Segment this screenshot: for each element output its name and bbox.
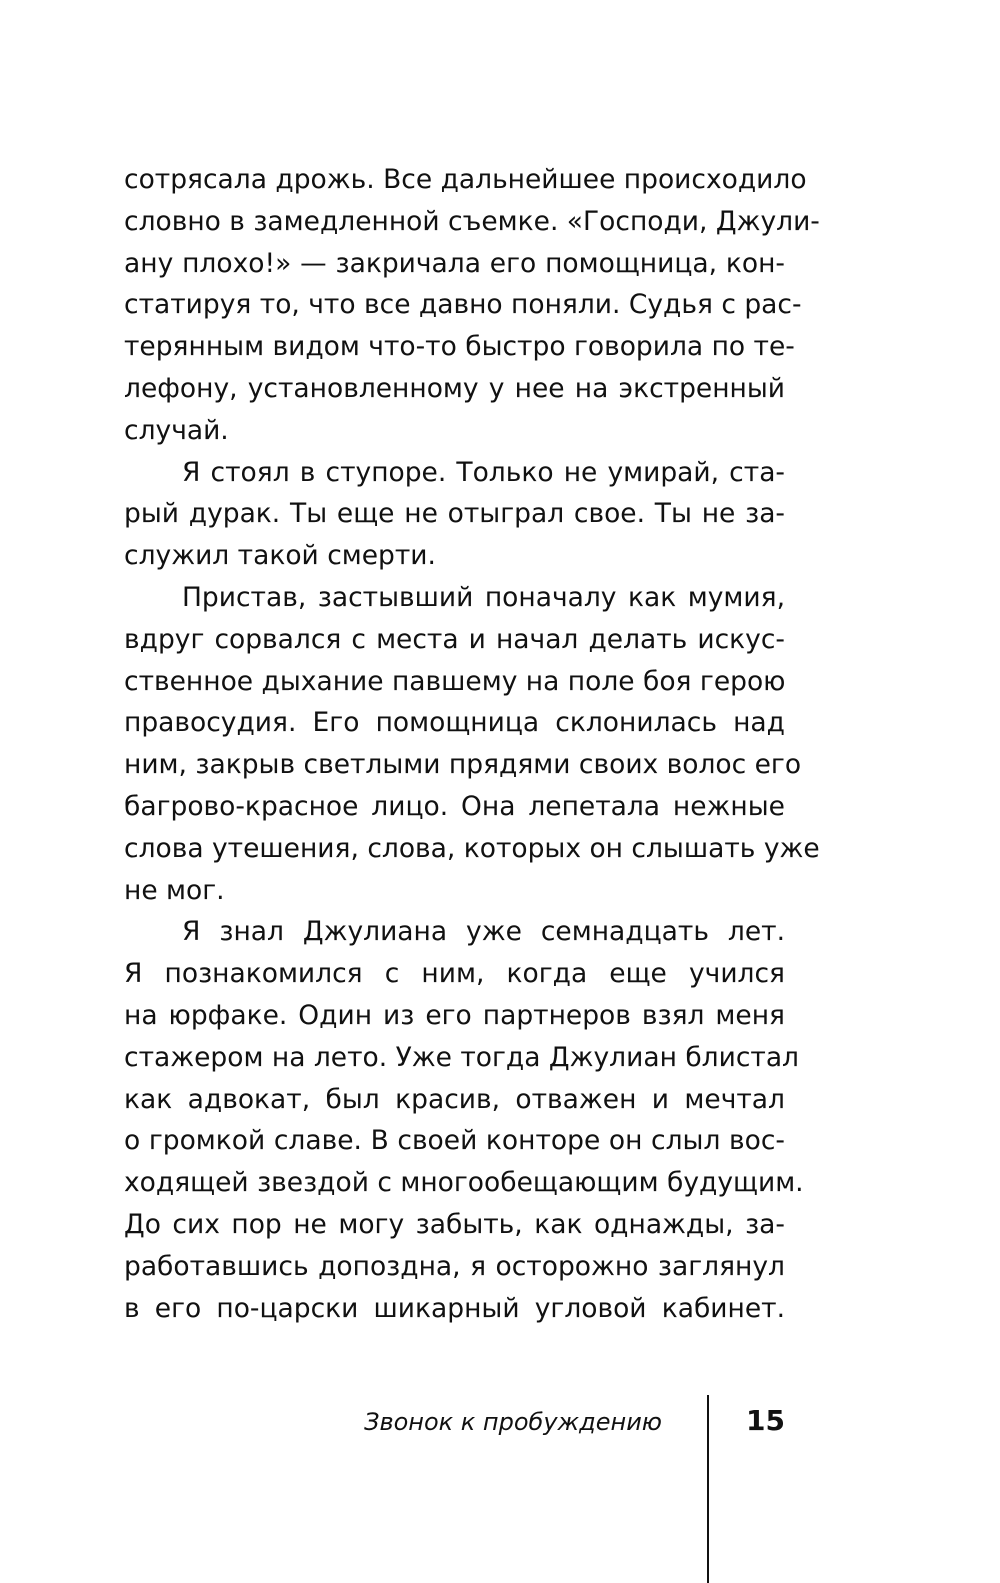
text-line: сотрясала дрожь. Все дальнейшее происходило — [124, 164, 807, 195]
text-line: словно в замедленной съемке. «Господи, Джули- — [124, 205, 820, 237]
footer-divider — [707, 1395, 709, 1583]
text-line: случай. — [124, 414, 229, 446]
running-title: Звонок к пробуждению — [364, 1408, 662, 1436]
text-line: в его по-царски шикарный угловой кабинет. — [124, 1292, 785, 1324]
paragraph-first-line: Пристав, застывший поначалу как мумия, — [182, 581, 785, 613]
text-line: слова утешения, слова, которых он слышать уже — [124, 832, 820, 864]
text-line: о громкой славе. В своей конторе он слыл вос- — [124, 1125, 785, 1157]
paragraph-first-line: Я знал Джулиана уже семнадцать лет. — [182, 916, 785, 948]
paragraph-first-line: Я стоял в ступоре. Только не умирай, ста- — [182, 456, 785, 488]
text-line: работавшись допоздна, я осторожно заглянул — [124, 1250, 785, 1282]
text-line: стажером на лето. Уже тогда Джулиан блистал — [124, 1041, 799, 1073]
page-number: 15 — [746, 1404, 785, 1437]
text-line: ственное дыхание павшему на поле боя герою — [124, 665, 786, 697]
text-line: терянным видом что-то быстро говорила по те- — [124, 331, 795, 363]
text-line: правосудия. Его помощница склонилась над — [124, 707, 785, 739]
text-line: До сих пор не могу забыть, как однажды, за- — [124, 1208, 785, 1240]
text-line: не мог. — [124, 874, 225, 906]
text-line: ним, закрыв светлыми прядями своих волос его — [124, 749, 802, 781]
text-line: лефону, установленному у нее на экстренный — [124, 372, 785, 404]
text-line: на юрфаке. Один из его партнеров взял меня — [124, 999, 785, 1031]
text-line: как адвокат, был красив, отважен и мечтал — [124, 1083, 785, 1115]
text-line: багрово-красное лицо. Она лепетала нежные — [124, 790, 785, 822]
text-line: статируя то, что все давно поняли. Судья с рас- — [124, 289, 802, 321]
text-line: служил такой смерти. — [124, 540, 436, 572]
text-line: Я познакомился с ним, когда еще учился — [124, 958, 785, 990]
text-line: ану плохо!» — закричала его помощница, кон- — [124, 247, 785, 279]
text-line: вдруг сорвался с места и начал делать искус- — [124, 623, 785, 655]
text-line: ходящей звездой с многообещающим будущим. — [124, 1167, 804, 1199]
text-line: рый дурак. Ты еще не отыграл свое. Ты не за- — [124, 498, 785, 530]
body-text — [124, 159, 820, 1329]
